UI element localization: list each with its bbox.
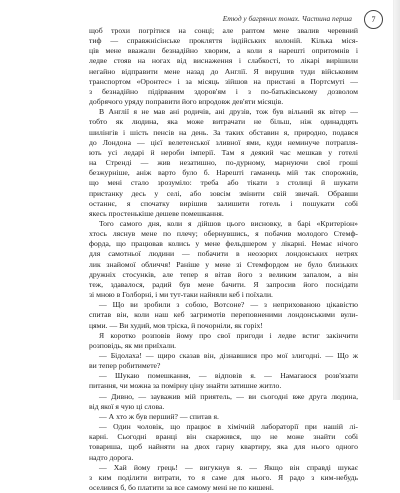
text-line: на Стренді — жив незатишно, по-дурному, марнуючи свої гроші: [89, 158, 358, 168]
text-line: зі мною в Голборні, і ми тут-таки найняли кеб і поїхали.: [89, 290, 273, 300]
text-line: питання, чи можна за помірну ціну знайти затишне житло.: [89, 381, 282, 391]
text-line: лик знайомої обличчя! Раніше у мене зі Стемфордом не було близьких: [89, 259, 358, 269]
text-line: Того самого дня, коли я дійшов цього висновку, в барі «Критеріон»: [99, 218, 358, 228]
text-line: — А хто ж був перший? — спитав я.: [99, 411, 219, 421]
text-line: для самотньої людини — побачити в неозорих лондонських нетрях: [89, 249, 358, 259]
text-line: дружніх стосунків, але тепер я вітав його з великим запалом, а він: [89, 269, 358, 279]
body-text: [89, 26, 358, 493]
text-line: з безнадійно підірваним здоров'ям і з по-батьківському дозволом: [89, 86, 358, 96]
text-line: Я коротко розповів йому про свої пригоди і ледве встиг закінчити: [99, 330, 358, 340]
text-line: до Лондона — цієї велетенської зливної ями, куди неминуче потрапля-: [89, 137, 358, 147]
text-line: ви тепер робитимете?: [89, 361, 161, 371]
text-line: хтось ляснув мене по плечу; обернувшись, я побачив молодого Стемф-: [89, 229, 358, 239]
text-line: ців мене вважали безнадійно хворим, а коли я нарешті опритомнів і: [89, 46, 358, 56]
text-line: карні. Сьогодні вранці він скаржився, що не може знайти собі: [89, 432, 358, 442]
text-line: шилінгів і шість пенсів на день. За таких обставин я, природно, подався: [89, 127, 358, 137]
text-line: — Бідолаха! — щиро сказав він, дізнавшися про мої злигодні. — Що ж: [99, 351, 358, 360]
text-line: якесь простенькіше дешеве помешкання.: [89, 208, 224, 218]
text-line: пристанку десь у селі, або зовсім змінити свій звичай. Обравши: [89, 188, 358, 198]
text-line: — Шукаю помешкання, — відповів я. — Намагаюся розв'язати: [99, 371, 358, 381]
text-line: транспортом «Оронтес» і за місяць зійшов на пристані в Портсмуті —: [89, 76, 358, 86]
text-line: В Англії я не мав ані родичів, ані друзів, тож був вільний як вітер —: [99, 107, 358, 117]
text-line: добрячого уряду поправити його впродовж дев'яти місяців.: [89, 97, 284, 107]
text-line: — Що ви зробили з собою, Вотсоне? — з неприхованою цікавістю: [99, 300, 358, 310]
text-line: надто дорога.: [89, 452, 134, 462]
text-line: негайно відправити мене назад до Англії. Я вирушив туди військовим: [89, 66, 358, 76]
text-line: тиф — справжнісінське прокляття індійських колоній. Кілька міся-: [89, 36, 358, 46]
text-line: від якої я чую ці слова.: [89, 401, 165, 411]
text-line: що мені стало зрозуміло: треба або тікати з столиці й шукати: [89, 178, 358, 188]
text-line: теж, здавалося, радий був мене бачити. Я запросив його поснідати: [89, 279, 358, 289]
running-header: Етюд у багряних тонах. Частина перша: [222, 14, 352, 23]
text-line: форда, що працював колись у мене фельдшером у лікарні. Немає нічого: [89, 239, 358, 249]
text-line: — Хай йому грець! — вигукнув я. — Якщо він справді шукає: [99, 462, 358, 472]
page-edge: [393, 0, 400, 400]
text-line: тобто як людина, яка може витрачати не більш, ніж одинадцять: [89, 117, 358, 127]
text-line: — Один чоловік, що працює в хімічній лабораторії при нашій лі-: [99, 422, 358, 432]
text-line: останнє, я спочатку вирішив залишити готель і пошукати собі: [89, 198, 358, 208]
text-line: цями. — Ви худий, мов тріска, й почорніли, як горіх!: [89, 320, 263, 330]
text-line: товариша, щоб найняти на двох гарну квартиру, яка для нього одного: [89, 442, 358, 452]
page-number: 7: [364, 10, 383, 29]
text-line: щоб трохи погрітися на сонці; але раптом мене звалив черевний: [89, 26, 358, 35]
text-line: з ким поділити витрати, то я саме для нього. Я радо з ким-небудь: [89, 472, 358, 482]
text-line: — Дивно, — зауважив мій приятель, — ви сьогодні вже друга людина,: [99, 391, 358, 401]
text-line: ледве стояв на ногах від виснаження і слабкості, то лікарі вирішили: [89, 56, 358, 66]
text-line: оселився б, бо платити за все самому мені не по кишені.: [89, 483, 274, 493]
text-line: безжурніше, аніж варто було б. Нарешті гаманець мій так спорожнів,: [89, 168, 358, 178]
text-line: розповідь, як ми приїхали.: [89, 340, 177, 350]
text-line: ють усі ледарі й нероби імперії. Там я деякий час мешкав у готелі: [89, 147, 358, 157]
text-line: спитав він, коли наш кеб загримотів переповненими лондонськими вули-: [89, 310, 358, 320]
